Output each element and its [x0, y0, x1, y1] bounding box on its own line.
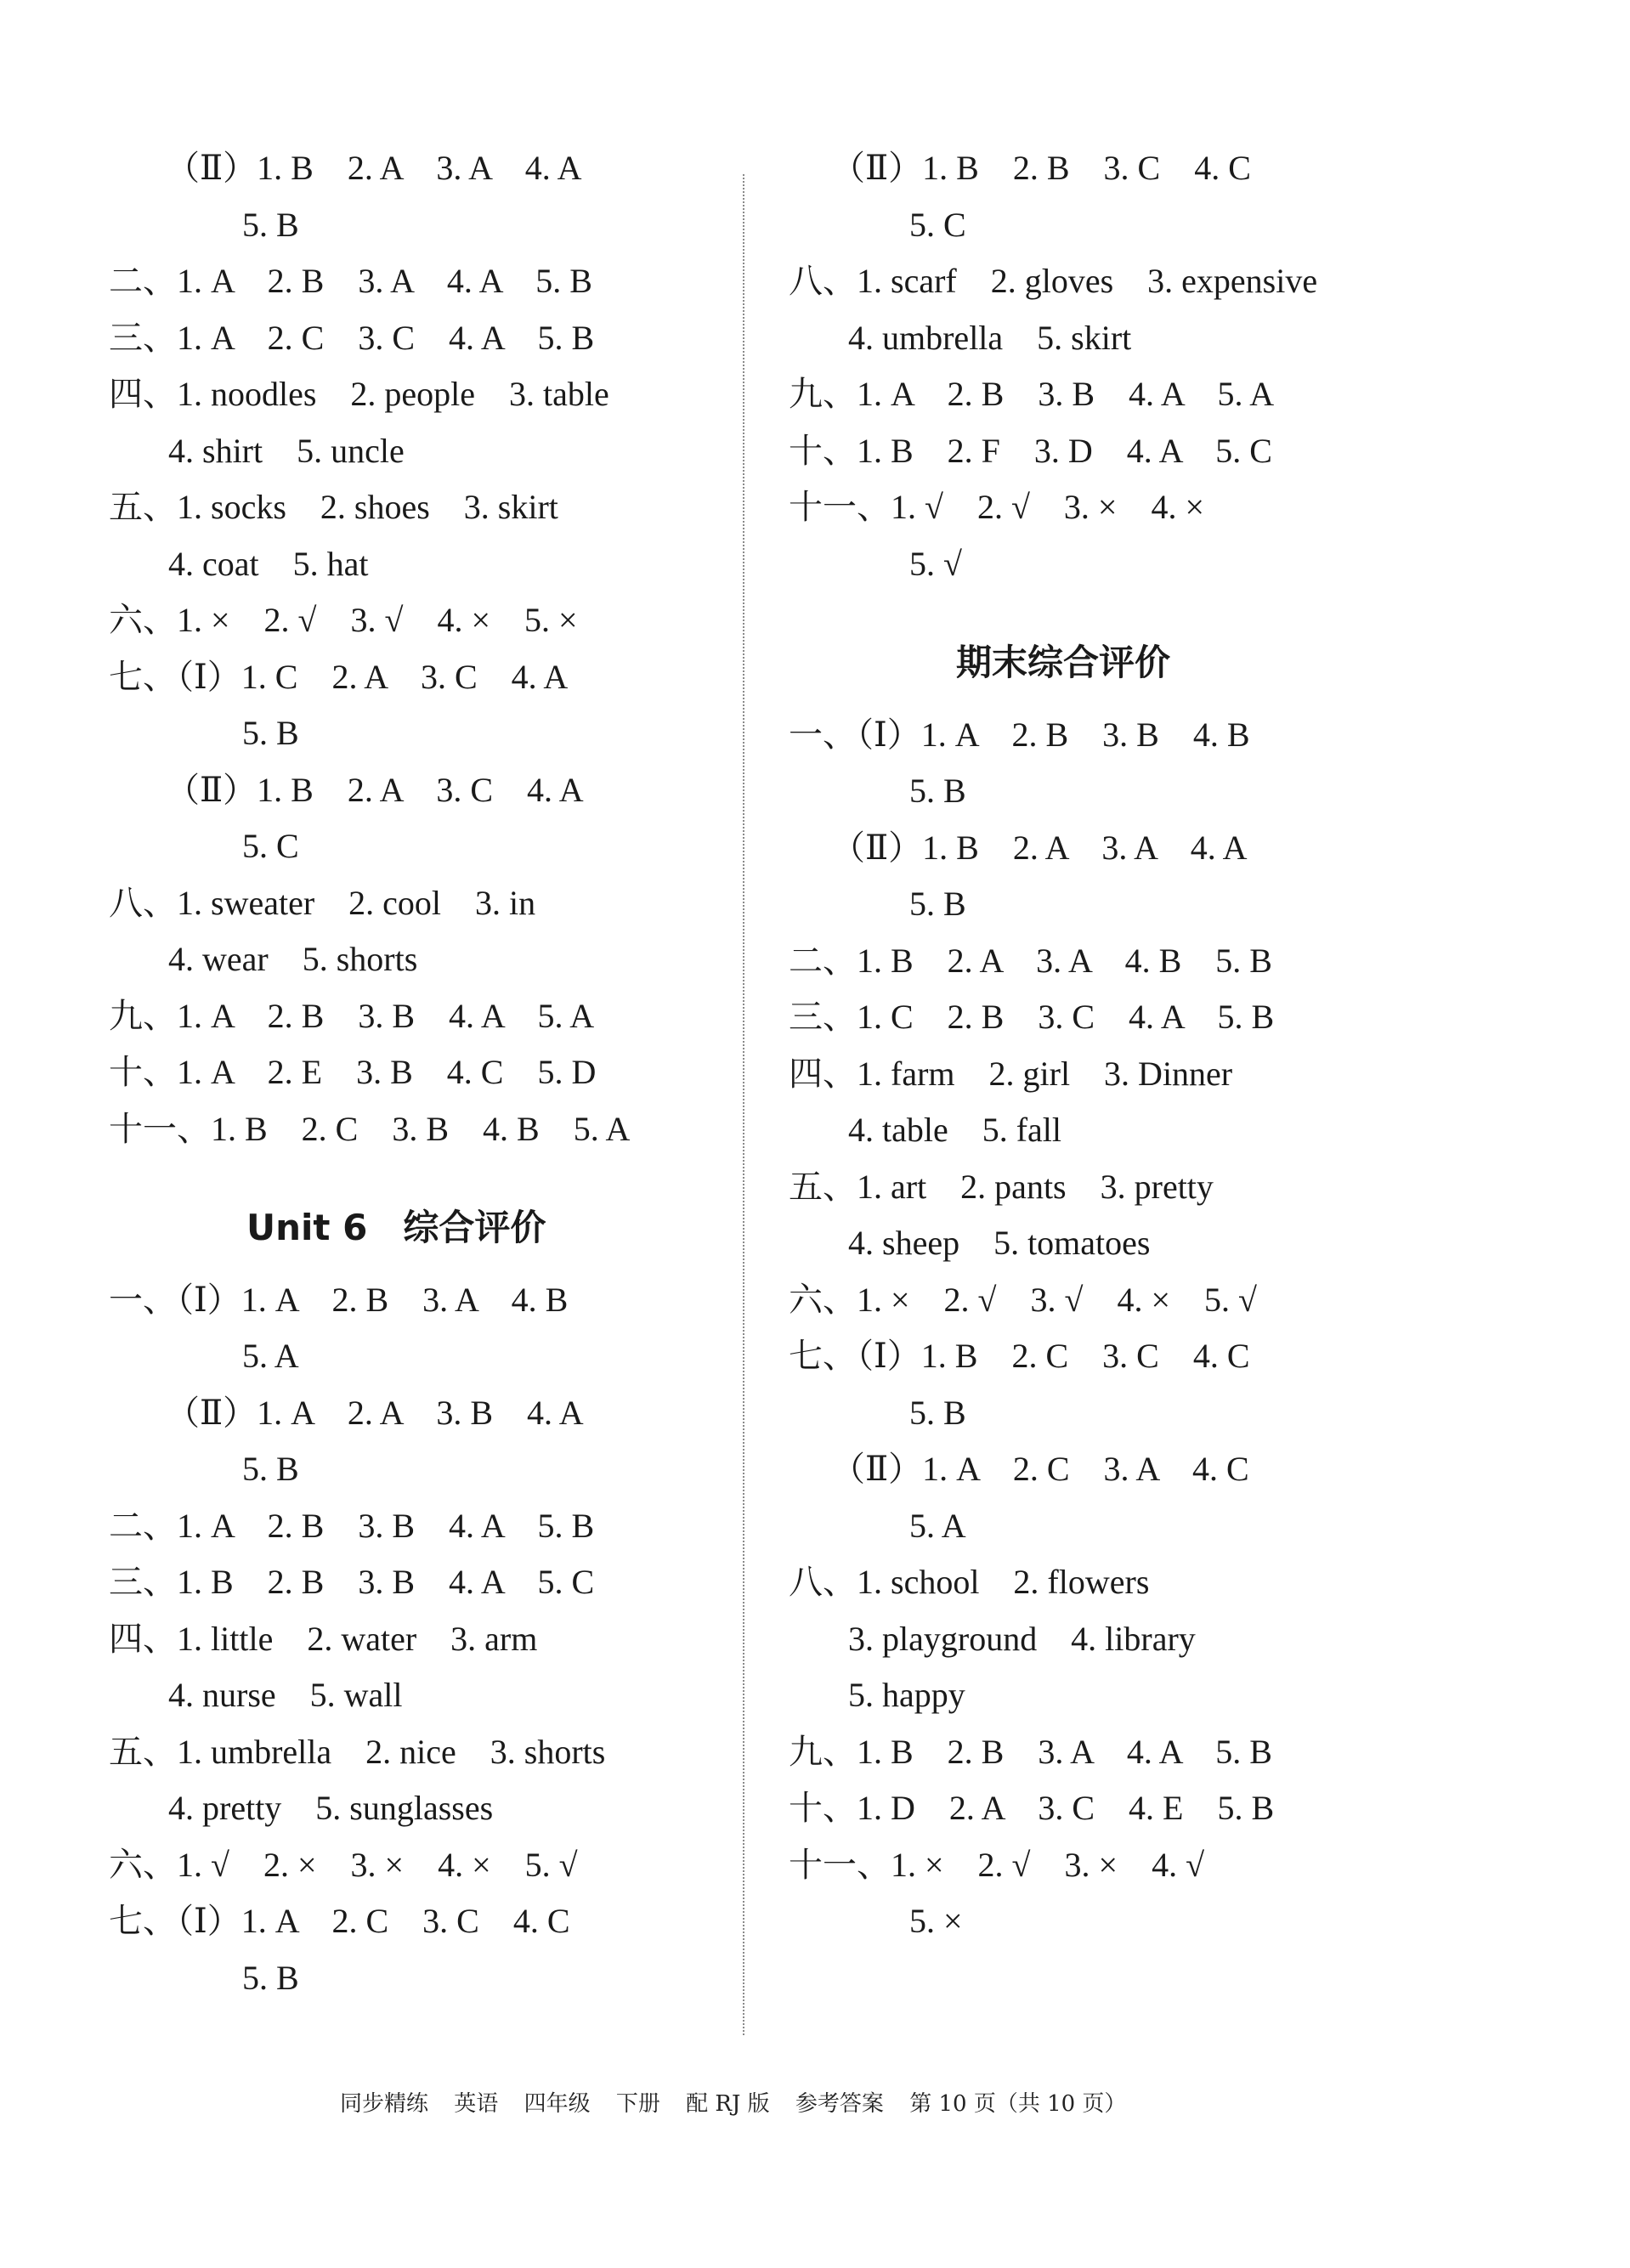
answer-line: 5. B: [242, 714, 299, 752]
answer-line: 九、1. A 2. B 3. B 4. A 5. A: [109, 996, 595, 1035]
answer-line: 5. √: [909, 544, 962, 583]
answer-line: 4. nurse 5. wall: [168, 1676, 403, 1714]
answer-line: 一、（Ⅰ）1. A 2. B 3. A 4. B: [109, 1280, 569, 1319]
section-heading: 期末综合评价: [956, 642, 1171, 683]
answer-line: 4. wear 5. shorts: [168, 940, 418, 978]
answer-line: 5. ×: [909, 1902, 963, 1940]
answer-line: 5. B: [909, 1393, 966, 1432]
answer-line: 十、1. B 2. F 3. D 4. A 5. C: [789, 431, 1272, 470]
answer-line: 三、1. B 2. B 3. B 4. A 5. C: [109, 1563, 595, 1601]
answer-line: 5. A: [909, 1506, 966, 1545]
answer-line: 三、1. C 2. B 3. C 4. A 5. B: [789, 998, 1275, 1036]
answer-line: 五、1. umbrella 2. nice 3. shorts: [109, 1732, 606, 1771]
answer-line: 5. C: [909, 205, 966, 244]
answer-line: （Ⅱ）1. B 2. A 3. A 4. A: [166, 149, 582, 187]
page-footer: [340, 2086, 1275, 2118]
section-heading: Unit 6 综合评价: [246, 1207, 546, 1248]
answer-line: 三、1. A 2. C 3. C 4. A 5. B: [109, 318, 595, 357]
answer-line: 十一、1. B 2. C 3. B 4. B 5. A: [109, 1109, 631, 1148]
answer-line: 5. B: [909, 772, 966, 810]
answer-line: 九、1. B 2. B 3. A 4. A 5. B: [789, 1732, 1272, 1771]
answer-line: 5. B: [242, 1450, 299, 1488]
answer-line: 5. B: [242, 205, 299, 244]
answer-line: 七、（Ⅰ）1. B 2. C 3. C 4. C: [789, 1337, 1250, 1375]
answer-line: 5. B: [242, 1958, 299, 1997]
answer-line: 一、（Ⅰ）1. A 2. B 3. B 4. B: [789, 715, 1250, 754]
footer-volume: 下册: [615, 2091, 660, 2117]
answer-line: （Ⅱ）1. B 2. A 3. C 4. A: [166, 770, 584, 809]
answer-line: 5. C: [242, 827, 299, 865]
answer-line: 四、1. little 2. water 3. arm: [109, 1619, 538, 1658]
answer-line: 十、1. A 2. E 3. B 4. C 5. D: [109, 1053, 597, 1091]
answer-line: 六、1. × 2. √ 3. √ 4. × 5. √: [789, 1280, 1257, 1319]
answer-line: （Ⅱ）1. A 2. A 3. B 4. A: [166, 1393, 584, 1432]
answer-line: 二、1. A 2. B 3. B 4. A 5. B: [109, 1506, 595, 1545]
answer-line: 四、1. noodles 2. people 3. table: [109, 375, 609, 413]
footer-section: 参考答案: [795, 2091, 884, 2117]
answer-line: 八、1. scarf 2. gloves 3. expensive: [789, 262, 1318, 300]
answer-line: 3. playground 4. library: [848, 1619, 1196, 1658]
answer-line: 七、（Ⅰ）1. A 2. C 3. C 4. C: [109, 1902, 570, 1940]
answer-line: 十一、1. × 2. √ 3. × 4. √: [789, 1845, 1205, 1884]
answer-line: 二、1. A 2. B 3. A 4. A 5. B: [109, 262, 592, 300]
answer-line: 九、1. A 2. B 3. B 4. A 5. A: [789, 375, 1275, 413]
footer-page-number: 第 10 页（共 10 页）: [909, 2091, 1127, 2117]
answer-line: 六、1. √ 2. × 3. × 4. × 5. √: [109, 1845, 578, 1884]
answer-line: 5. happy: [848, 1676, 965, 1714]
answer-line: 八、1. school 2. flowers: [789, 1563, 1150, 1601]
answer-line: 五、1. socks 2. shoes 3. skirt: [109, 488, 558, 526]
answer-line: 5. B: [909, 885, 966, 923]
footer-subject: 英语: [454, 2091, 499, 2117]
column-divider: [743, 174, 744, 2035]
answer-line: （Ⅱ）1. A 2. C 3. A 4. C: [831, 1450, 1249, 1488]
answer-line: 4. table 5. fall: [848, 1111, 1062, 1149]
answer-line: （Ⅱ）1. B 2. B 3. C 4. C: [831, 149, 1251, 187]
answer-line: 4. shirt 5. uncle: [168, 431, 405, 470]
answer-line: 二、1. B 2. A 3. A 4. B 5. B: [789, 941, 1272, 980]
answer-line: 4. sheep 5. tomatoes: [848, 1224, 1151, 1262]
answer-line: 八、1. sweater 2. cool 3. in: [109, 883, 536, 922]
answer-line: 十、1. D 2. A 3. C 4. E 5. B: [789, 1789, 1275, 1827]
footer-series: 同步精练: [340, 2091, 429, 2117]
footer-grade: 四年级: [524, 2091, 591, 2117]
footer-edition: 配 RJ 版: [686, 2091, 770, 2117]
answer-line: 4. pretty 5. sunglasses: [168, 1789, 494, 1827]
answer-line: 五、1. art 2. pants 3. pretty: [789, 1167, 1214, 1206]
answer-line: （Ⅱ）1. B 2. A 3. A 4. A: [831, 828, 1248, 867]
answer-line: 4. coat 5. hat: [168, 544, 369, 583]
answer-line: 4. umbrella 5. skirt: [848, 318, 1132, 357]
answer-line: 四、1. farm 2. girl 3. Dinner: [789, 1054, 1233, 1093]
answer-line: 七、（Ⅰ）1. C 2. A 3. C 4. A: [109, 657, 569, 696]
answer-line: 5. A: [242, 1337, 299, 1375]
answer-line: 六、1. × 2. √ 3. √ 4. × 5. ×: [109, 601, 578, 639]
answer-line: 十一、1. √ 2. √ 3. × 4. ×: [789, 488, 1205, 526]
